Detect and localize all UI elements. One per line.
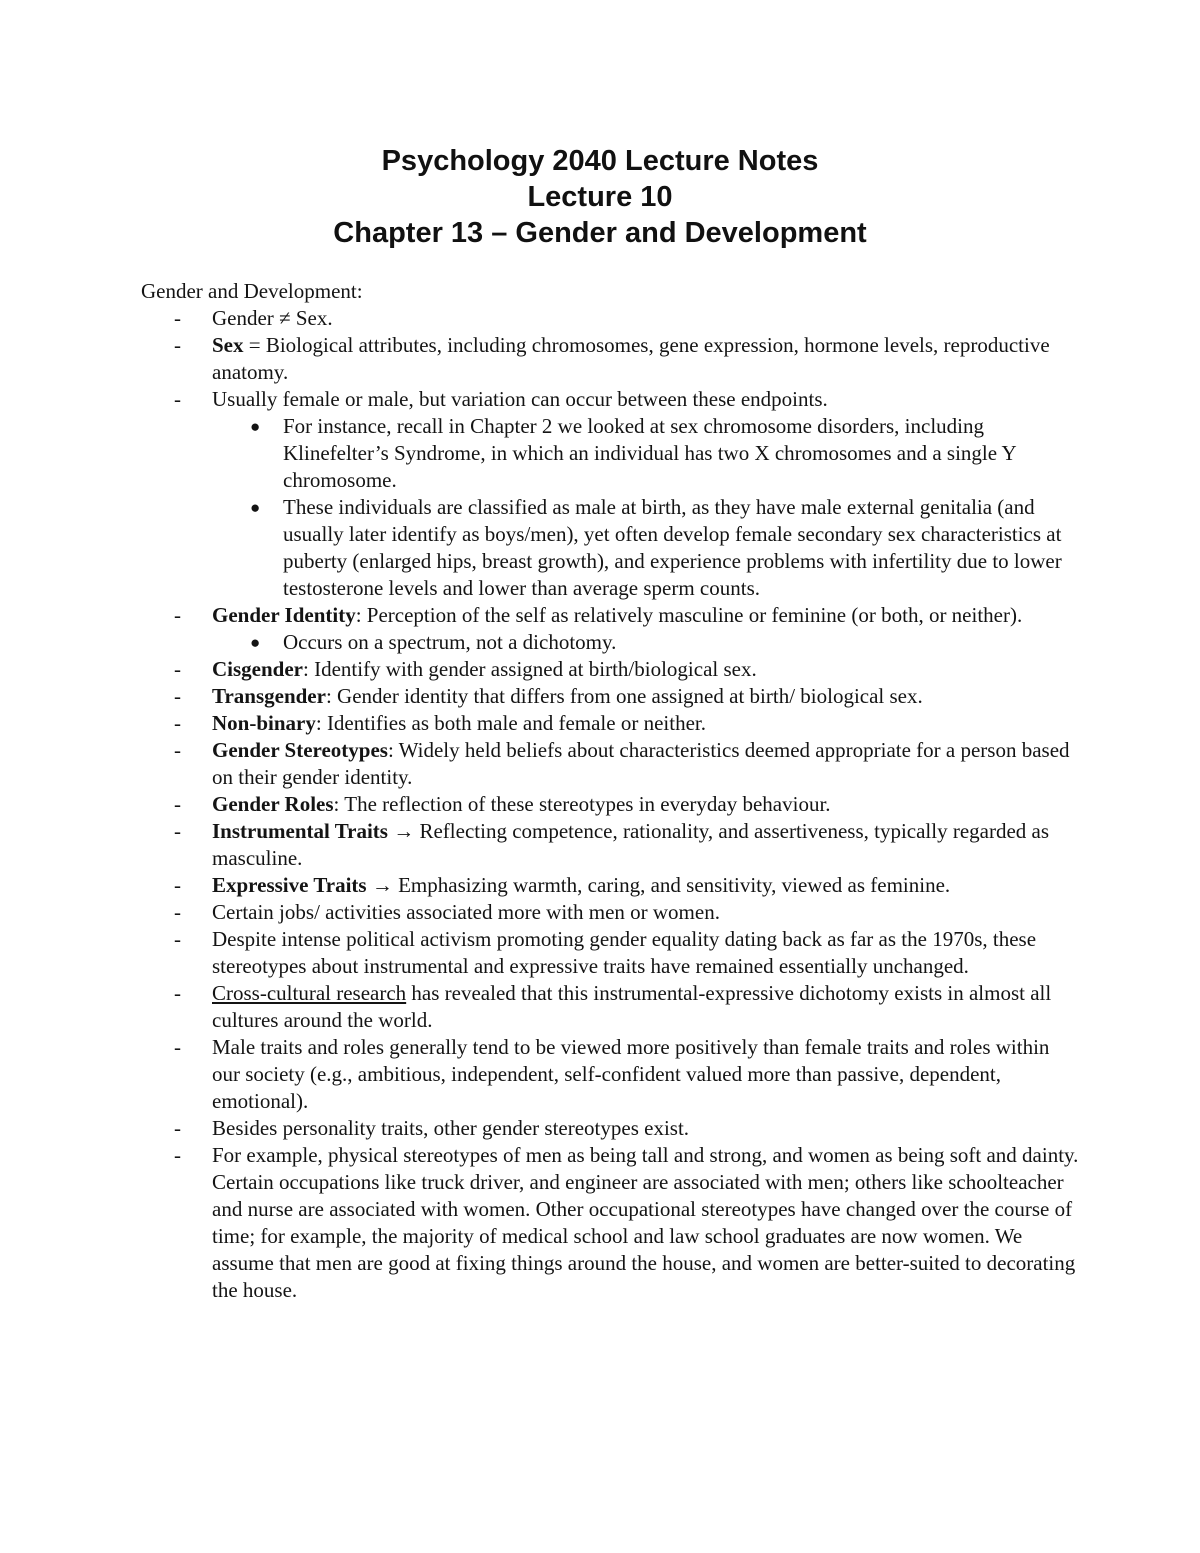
- term: Gender Roles: [212, 792, 334, 816]
- dash-marker: -: [174, 657, 181, 681]
- chapter-title: Chapter 13 – Gender and Development: [333, 217, 867, 249]
- list-item: - Instrumental Traits → Reflecting competence, rationality, and assertiveness, typically regarded as masculine.: [174, 819, 1050, 870]
- list-item: - Gender Identity: Perception of the self as relatively masculine or feminine (or both, or neither). ● Occurs on a spectrum, not a dichotomy.: [141, 602, 1081, 656]
- list-item: - Gender Roles: The reflection of these stereotypes in everyday behaviour.: [174, 792, 831, 816]
- term: Gender Identity: [212, 603, 356, 627]
- list-item: - Despite intense political activism promoting gender equality dating back as far as the 1970s, these stereotypes about instrumental and expressive traits have remained essentially unchanged.: [174, 927, 1037, 978]
- dash-marker: -: [174, 1035, 181, 1059]
- dash-marker: -: [174, 981, 181, 1005]
- list-item: - Cisgender: Identify with gender assigned at birth/biological sex.: [174, 657, 757, 681]
- dash-marker: -: [174, 927, 181, 951]
- term: Gender Stereotypes: [212, 738, 388, 762]
- dash-marker: -: [174, 819, 181, 843]
- dash-marker: -: [174, 873, 181, 897]
- course-title: Psychology 2040 Lecture Notes: [381, 145, 819, 177]
- term: Sex: [212, 333, 244, 357]
- term: Non-binary: [212, 711, 316, 735]
- dash-marker: -: [174, 900, 181, 924]
- dash-marker: -: [174, 387, 181, 411]
- underlined-term: Cross-cultural research: [212, 981, 407, 1005]
- notes-list: [141, 305, 1081, 1304]
- bullet-icon: ●: [250, 417, 261, 436]
- sub-list-item: ● For instance, recall in Chapter 2 we looked at sex chromosome disorders, including Klinefelter’s Syndrome, in which an individual has two X chromosomes and a single Y chromosome.: [250, 414, 1016, 492]
- list-item: - Non-binary: Identifies as both male and female or neither.: [174, 711, 706, 735]
- notes-body: [141, 278, 1081, 1304]
- sub-list-item: ● Occurs on a spectrum, not a dichotomy.: [250, 630, 617, 654]
- dash-marker: -: [174, 306, 181, 330]
- list-item: - Gender Stereotypes: Widely held beliefs about characteristics deemed appropriate for a person based on their gender identity.: [174, 738, 1070, 789]
- term: Transgender: [212, 684, 326, 708]
- term: Instrumental Traits →: [212, 819, 415, 843]
- dash-marker: -: [174, 792, 181, 816]
- list-item: - Besides personality traits, other gender stereotypes exist.: [174, 1116, 690, 1140]
- list-item: - Usually female or male, but variation can occur between these endpoints. ● For instance, recall in Chapter 2 we looked at sex chromosome disorders, including Klinefelter’s Syndrome, in which an individual has two X chromosomes and a single Y chromosome. ● These individuals are classified as male at birth, as they have male external genitalia (and usually later identify as boys/men), yet often develop female secondary sex characteristics at puberty (enlarged hips, breast growth), and experience problems with infertility due to lower testosterone levels and lower than average sperm counts.: [141, 386, 1081, 602]
- list-item: - Gender ≠ Sex.: [174, 306, 333, 330]
- list-item: - Transgender: Gender identity that differs from one assigned at birth/ biological sex.: [174, 684, 923, 708]
- sub-list: [212, 413, 1081, 602]
- dash-marker: -: [174, 684, 181, 708]
- sub-list-item: ● These individuals are classified as male at birth, as they have male external genitalia (and usually later identify as boys/men), yet often develop female secondary sex characteristics at puberty (enlarged hips, breast growth), and experience problems with infertility due to lower testosterone levels and lower than average sperm counts.: [250, 495, 1062, 600]
- section-heading: Gender and Development:: [141, 279, 363, 303]
- list-item: - Sex = Biological attributes, including chromosomes, gene expression, hormone levels, reproductive anatomy.: [174, 333, 1050, 384]
- term: Cisgender: [212, 657, 303, 681]
- dash-marker: -: [174, 711, 181, 735]
- list-item: - Cross-cultural research has revealed that this instrumental-expressive dichotomy exists in almost all cultures around the world.: [174, 981, 1052, 1032]
- list-item: - Certain jobs/ activities associated more with men or women.: [174, 900, 720, 924]
- dash-marker: -: [174, 1116, 181, 1140]
- dash-marker: -: [174, 603, 181, 627]
- list-item: - Male traits and roles generally tend to be viewed more positively than female traits and roles within our society (e.g., ambitious, independent, self-confident valued more than passive, dependent, emotional).: [174, 1035, 1050, 1113]
- lecture-number: Lecture 10: [527, 181, 673, 213]
- bullet-icon: ●: [250, 633, 261, 652]
- list-item: - For example, physical stereotypes of men as being tall and strong, and women as being soft and dainty. Certain occupations like truck driver, and engineer are associated with men; others like schoolteacher and nurse are associated with women. Other occupational stereotypes have changed over the course of time; for example, the majority of medical school and law school graduates are now women. We assume that men are good at fixing things around the house, and women are better-suited to decorating the house.: [174, 1143, 1079, 1302]
- dash-marker: -: [174, 738, 181, 762]
- bullet-icon: ●: [250, 498, 261, 517]
- sub-list: [212, 629, 1081, 656]
- list-item: - Expressive Traits → Emphasizing warmth, caring, and sensitivity, viewed as feminine.: [174, 873, 951, 897]
- term: Expressive Traits →: [212, 873, 393, 897]
- dash-marker: -: [174, 1143, 181, 1167]
- dash-marker: -: [174, 333, 181, 357]
- document-header: [0, 143, 1200, 251]
